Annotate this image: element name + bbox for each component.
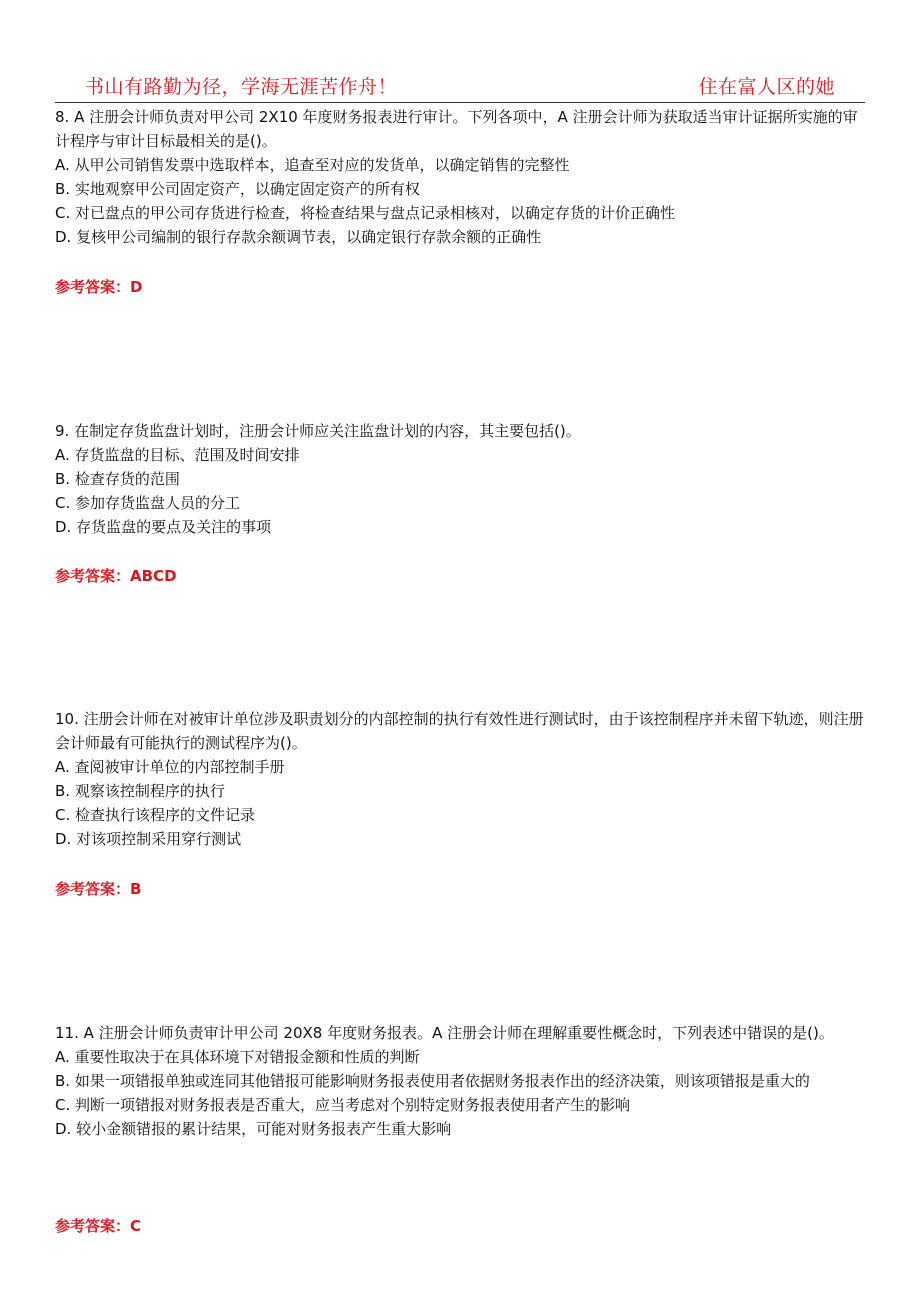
header-author: 住在富人区的她	[698, 76, 835, 98]
answer-label: 参考答案：	[55, 567, 131, 585]
answer-label: 参考答案：	[55, 278, 131, 296]
option-d: D. 对该项控制采用穿行测试	[55, 830, 242, 848]
answer-8	[55, 276, 142, 297]
option-c: C. 检查执行该程序的文件记录	[55, 806, 256, 824]
answer-label: 参考答案：	[55, 1217, 131, 1235]
option-d: D. 较小金额错报的累计结果，可能对财务报表产生重大影响	[55, 1120, 452, 1138]
option-a: A. 存货监盘的目标、范围及时间安排	[55, 446, 300, 464]
question-9	[55, 419, 867, 539]
option-c: C. 参加存货监盘人员的分工	[55, 494, 241, 512]
question-stem: 10. 注册会计师在对被审计单位涉及职责划分的内部控制的执行有效性进行测试时，由于该控制程序并未留下轨迹，则注册会计师最有可能执行的测试程序为()。	[55, 710, 864, 752]
answer-11	[55, 1215, 141, 1236]
answer-value: ABCD	[130, 567, 177, 585]
option-b: B. 检查存货的范围	[55, 470, 180, 488]
option-b: B. 观察该控制程序的执行	[55, 782, 225, 800]
question-stem: 8. A 注册会计师负责对甲公司 2X10 年度财务报表进行审计。下列各项中，A 注册会计师为获取适当审计证据所实施的审计程序与审计目标最相关的是()。	[55, 108, 858, 150]
question-stem: 9. 在制定存货监盘计划时，注册会计师应关注监盘计划的内容，其主要包括()。	[55, 422, 581, 440]
header-motto: 书山有路勤为径，学海无涯苦作舟！	[85, 76, 398, 98]
option-d: D. 复核甲公司编制的银行存款余额调节表，以确定银行存款余额的正确性	[55, 228, 542, 246]
question-8	[55, 105, 867, 249]
option-d: D. 存货监盘的要点及关注的事项	[55, 518, 272, 536]
answer-value: B	[130, 880, 142, 898]
option-a: A. 从甲公司销售发票中选取样本，追查至对应的发货单，以确定销售的完整性	[55, 156, 570, 174]
option-b: B. 实地观察甲公司固定资产，以确定固定资产的所有权	[55, 180, 420, 198]
page-header	[55, 68, 865, 103]
answer-value: C	[130, 1217, 142, 1235]
option-c: C. 对已盘点的甲公司存货进行检查，将检查结果与盘点记录相核对，以确定存货的计价正确性	[55, 204, 676, 222]
answer-label: 参考答案：	[55, 880, 131, 898]
answer-value: D	[130, 278, 143, 296]
option-c: C. 判断一项错报对财务报表是否重大，应当考虑对个别特定财务报表使用者产生的影响	[55, 1096, 631, 1114]
option-a: A. 查阅被审计单位的内部控制手册	[55, 758, 285, 776]
answer-10	[55, 878, 141, 899]
question-stem: 11. A 注册会计师负责审计甲公司 20X8 年度财务报表。A 注册会计师在理解重要性概念时，下列表述中错误的是()。	[55, 1024, 834, 1042]
option-b: B. 如果一项错报单独或连同其他错报可能影响财务报表使用者依据财务报表作出的经济决策，则该项错报是重大的	[55, 1072, 810, 1090]
question-11	[55, 1021, 867, 1141]
answer-9	[55, 565, 177, 586]
option-a: A. 重要性取决于在具体环境下对错报金额和性质的判断	[55, 1048, 420, 1066]
question-10	[55, 707, 867, 851]
